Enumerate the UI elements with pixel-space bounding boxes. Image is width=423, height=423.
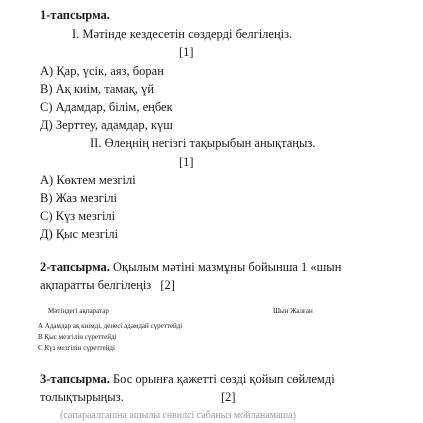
task1-question-1: I. Мәтінде кездесетін сөздерді белгілеңіз.: [72, 27, 293, 41]
task1-q2-option-a: А) Көктем мезгілі: [40, 173, 136, 187]
task2-title: 2-тапсырма.: [40, 260, 110, 274]
task1-q2-option-c: С) Күз мезгілі: [40, 209, 116, 223]
task1-title: 1-тапсырма.: [40, 8, 110, 22]
task2-heading: [40, 260, 341, 274]
task2-table-row-a: А Адамдар ақ киімді, денесі адамдай сүреттейді: [38, 322, 183, 330]
task3-points: [2]: [221, 390, 236, 404]
task1-question-1-points: [1]: [179, 45, 194, 59]
task3-line2: [40, 390, 124, 404]
task2-points: [2]: [160, 278, 175, 292]
task3-text-line1: Бос орынға қажетті сөзді қойып сөйлемді: [113, 372, 335, 386]
task1-question-2-points: [1]: [179, 155, 194, 169]
task3-title: 3-тапсырма.: [40, 372, 110, 386]
task2-table-row-b: В Қыс мезгілін сүреттейді: [38, 333, 117, 341]
task1-q1-option-c: С) Адамдар, білім, еңбек: [40, 100, 173, 114]
task2-table-header-left: Мәтіндегі ақпаратар: [48, 307, 109, 315]
task2-line2: [40, 278, 175, 292]
task3-cut-line: (сапараалгашна ашылы сөвилсі сабаныз мойланамаша): [60, 410, 296, 421]
task1-q2-option-b: В) Жаз мезгілі: [40, 191, 117, 205]
task2-text-line1: Оқылым мәтіні мазмұны бойынша 1 «шын: [113, 260, 342, 274]
task1-question-2: II. Өлеңнің негізгі тақырыбын анықтаңыз.: [90, 136, 316, 150]
task1-q1-option-d: Д) Зерттеу, адамдар, күш: [40, 118, 173, 132]
task2-text-line2: ақпаратты белгілеңіз: [40, 278, 152, 292]
task2-table-row-c: С Күз мезгілін сүреттейді: [38, 344, 115, 352]
task1-q1-option-a: А) Қар, үсік, аяз, боран: [40, 64, 164, 78]
task2-table-header-right: Шын Жалған: [273, 307, 313, 315]
task1-q2-option-d: Д) Қыс мезгілі: [40, 227, 119, 241]
task3-heading: [40, 372, 335, 386]
task1-q1-option-b: В) Ақ киім, тамақ, үй: [40, 82, 155, 96]
task3-text-line2: толықтырыңыз.: [40, 390, 124, 404]
